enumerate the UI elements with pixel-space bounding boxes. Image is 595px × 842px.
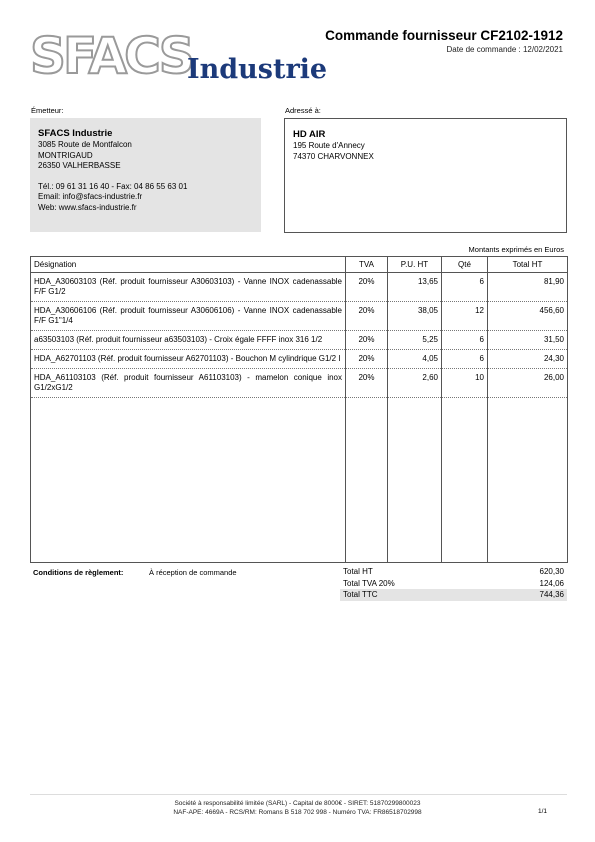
line-unit-price: 13,65 xyxy=(388,273,442,302)
column-header: Qté xyxy=(442,257,488,273)
recipient-label: Adressé à: xyxy=(285,106,321,115)
footer-line: Société à responsabilité limitée (SARL) - Capital de 8000€ - SIRET: 51870299800023 xyxy=(174,800,421,807)
line-vat: 20% xyxy=(346,273,388,302)
line-unit-price: 5,25 xyxy=(388,331,442,350)
line-total: 456,60 xyxy=(488,302,568,331)
line-quantity: 6 xyxy=(442,331,488,350)
sender-address-line: 3085 Route de Montfalcon xyxy=(38,140,132,149)
table-filler-row xyxy=(31,398,568,563)
line-total: 26,00 xyxy=(488,369,568,398)
sender-address-line: MONTRIGAUD xyxy=(38,150,93,160)
line-designation: HDA_A62701103 (Réf. produit fournisseur A62701103) - Bouchon M cylindrique G1/2 I xyxy=(31,350,346,369)
total-ttc-row xyxy=(340,589,567,601)
total-ttc-label: Total TTC xyxy=(343,590,378,599)
total-ttc-value: 744,36 xyxy=(539,590,564,599)
recipient-address-line: 74370 CHARVONNEX xyxy=(293,151,374,161)
column-header: Total HT xyxy=(488,257,568,273)
recipient-box xyxy=(284,118,567,233)
line-unit-price: 2,60 xyxy=(388,369,442,398)
total-tva-value: 124,06 xyxy=(539,578,564,588)
column-header: TVA xyxy=(346,257,388,273)
line-total: 81,90 xyxy=(488,273,568,302)
line-total: 31,50 xyxy=(488,331,568,350)
sender-address-line: 26350 VALHERBASSE xyxy=(38,161,121,170)
logo-mark: SFACS xyxy=(30,27,192,85)
total-ht-label: Total HT xyxy=(343,567,373,576)
line-vat: 20% xyxy=(346,302,388,331)
table-row xyxy=(31,302,568,331)
total-tva-label: Total TVA 20% xyxy=(343,578,395,588)
payment-conditions-value: À réception de commande xyxy=(149,568,237,577)
sender-email: Email: info@sfacs-industrie.fr xyxy=(38,192,143,201)
line-unit-price: 38,05 xyxy=(388,302,442,331)
line-designation: a63503103 (Réf. produit fournisseur a63503103) - Croix égale FFFF inox 316 1/2 xyxy=(31,331,346,350)
sender-label: Émetteur: xyxy=(31,106,64,115)
total-ht-row xyxy=(340,566,567,578)
document-title: Commande fournisseur CF2102-1912 xyxy=(325,28,563,43)
line-designation: HDA_A30603103 (Réf. produit fournisseur A30603103) - Vanne INOX cadenassable F/F G1/2 xyxy=(31,273,346,302)
line-unit-price: 4,05 xyxy=(388,350,442,369)
legal-footer xyxy=(0,799,595,817)
line-vat: 20% xyxy=(346,331,388,350)
table-row xyxy=(31,273,568,302)
totals-block xyxy=(340,566,567,601)
payment-conditions-label: Conditions de règlement: xyxy=(33,568,124,577)
order-date: Date de commande : 12/02/2021 xyxy=(446,45,563,54)
table-header-row xyxy=(31,257,568,273)
sender-name: SFACS Industrie xyxy=(38,128,113,139)
column-header: Désignation xyxy=(31,257,346,273)
order-lines-table xyxy=(30,256,568,563)
line-total: 24,30 xyxy=(488,350,568,369)
recipient-address-line: 195 Route d'Annecy xyxy=(293,141,365,150)
table-row xyxy=(31,350,568,369)
sender-phone: Tél.: 09 61 31 16 40 - Fax: 04 86 55 63 01 xyxy=(38,181,188,191)
column-header: P.U. HT xyxy=(388,257,442,273)
line-vat: 20% xyxy=(346,369,388,398)
sender-web: Web: www.sfacs-industrie.fr xyxy=(38,202,137,212)
line-quantity: 6 xyxy=(442,273,488,302)
line-designation: HDA_A61103103 (Réf. produit fournisseur A61103103) - mamelon conique inox G1/2xG1/2 xyxy=(31,369,346,398)
footer-divider xyxy=(30,794,567,795)
line-quantity: 12 xyxy=(442,302,488,331)
sender-box xyxy=(30,118,261,232)
line-quantity: 10 xyxy=(442,369,488,398)
total-tva-row xyxy=(340,578,567,590)
page-number: 1/1 xyxy=(537,808,547,815)
logo-word: Industrie xyxy=(187,54,328,85)
total-ht-value: 620,30 xyxy=(539,567,564,576)
recipient-name: HD AIR xyxy=(293,129,326,140)
table-row xyxy=(31,369,568,398)
table-row xyxy=(31,331,568,350)
line-designation: HDA_A30606106 (Réf. produit fournisseur A30606106) - Vanne INOX cadenassable F/F G1"1/4 xyxy=(31,302,346,331)
company-logo xyxy=(30,27,328,90)
currency-note: Montants exprimés en Euros xyxy=(468,245,564,254)
line-vat: 20% xyxy=(346,350,388,369)
footer-line: NAF-APE: 4669A - RCS/RM: Romans B 518 702 998 - Numéro TVA: FR86518702998 xyxy=(173,809,422,816)
line-quantity: 6 xyxy=(442,350,488,369)
